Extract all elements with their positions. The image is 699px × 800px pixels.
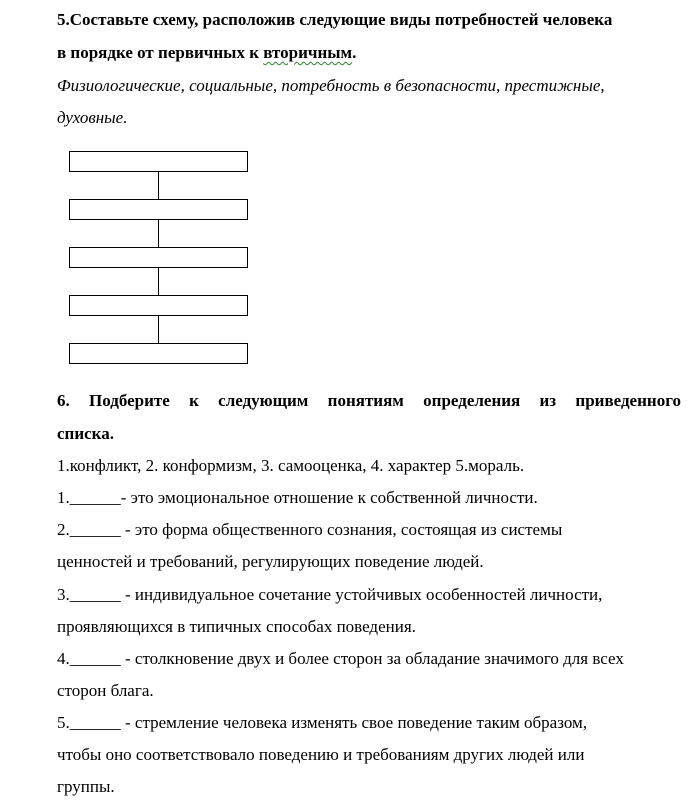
task6-title-line2: списка. bbox=[57, 424, 114, 443]
diagram-box-3 bbox=[69, 247, 248, 268]
task6-title-line1: 6. Подберите к следующим понятиям определения из приведенного bbox=[57, 391, 681, 410]
task6-item-5-cont2: группы. bbox=[57, 777, 115, 796]
item-number: 5. bbox=[57, 713, 70, 732]
diagram-box-2 bbox=[69, 199, 248, 220]
item-number: 3. bbox=[57, 585, 70, 604]
item-number: 1. bbox=[57, 488, 70, 507]
answer-blank: ______ bbox=[69, 649, 121, 668]
answer-blank: ______ bbox=[69, 713, 121, 732]
task5-needs-list-line2: духовные. bbox=[57, 108, 128, 127]
answer-blank: ______ bbox=[69, 488, 121, 507]
item-definition: - это эмоциональное отношение к собственной личности. bbox=[120, 488, 538, 507]
task5-title-line2 bbox=[57, 43, 356, 63]
diagram-box-4 bbox=[69, 295, 248, 316]
answer-blank: ______ bbox=[69, 585, 121, 604]
diagram-connector-1 bbox=[158, 172, 159, 199]
item-definition: - стремление человека изменять свое поведение таким образом, bbox=[120, 713, 588, 732]
diagram-box-1 bbox=[69, 151, 248, 172]
item-definition: - это форма общественного сознания, состоящая из системы bbox=[120, 520, 563, 539]
task6-item-4 bbox=[57, 649, 624, 669]
item-number: 4. bbox=[57, 649, 70, 668]
task5-needs-list-line1: Физиологические, социальные, потребность в безопасности, престижные, bbox=[57, 76, 605, 95]
task5-title-word: вторичным bbox=[263, 43, 353, 62]
diagram-connector-2 bbox=[158, 220, 159, 247]
task6-item-3-cont: проявляющихся в типичных способах поведения. bbox=[57, 617, 416, 636]
item-definition: - столкновение двух и более сторон за обладание значимого для всех bbox=[120, 649, 624, 668]
item-number: 2. bbox=[57, 520, 70, 539]
task5-title-suffix: . bbox=[352, 43, 357, 62]
diagram-connector-4 bbox=[158, 316, 159, 343]
task6-item-2-cont: ценностей и требований, регулирующих поведение людей. bbox=[57, 552, 484, 571]
task5-title-line1: 5.Составьте схему, расположив следующие виды потребностей человека bbox=[57, 10, 613, 29]
task6-item-4-cont: сторон блага. bbox=[57, 681, 154, 700]
task6-item-3 bbox=[57, 585, 602, 605]
task5-title-prefix: в порядке от первичных к bbox=[57, 43, 264, 62]
task6-item-5-cont: чтобы оно соответствовало поведению и требованиям других людей или bbox=[57, 745, 585, 764]
diagram-connector-3 bbox=[158, 268, 159, 295]
diagram-box-5 bbox=[69, 343, 248, 364]
answer-blank: ______ bbox=[69, 520, 121, 539]
task6-item-5 bbox=[57, 713, 587, 733]
item-definition: - индивидуальное сочетание устойчивых особенностей личности, bbox=[120, 585, 603, 604]
task6-item-2 bbox=[57, 520, 562, 540]
task6-concepts-list: 1.конфликт, 2. конформизм, 3. самооценка, 4. характер 5.мораль. bbox=[57, 456, 525, 475]
task6-item-1 bbox=[57, 488, 538, 508]
